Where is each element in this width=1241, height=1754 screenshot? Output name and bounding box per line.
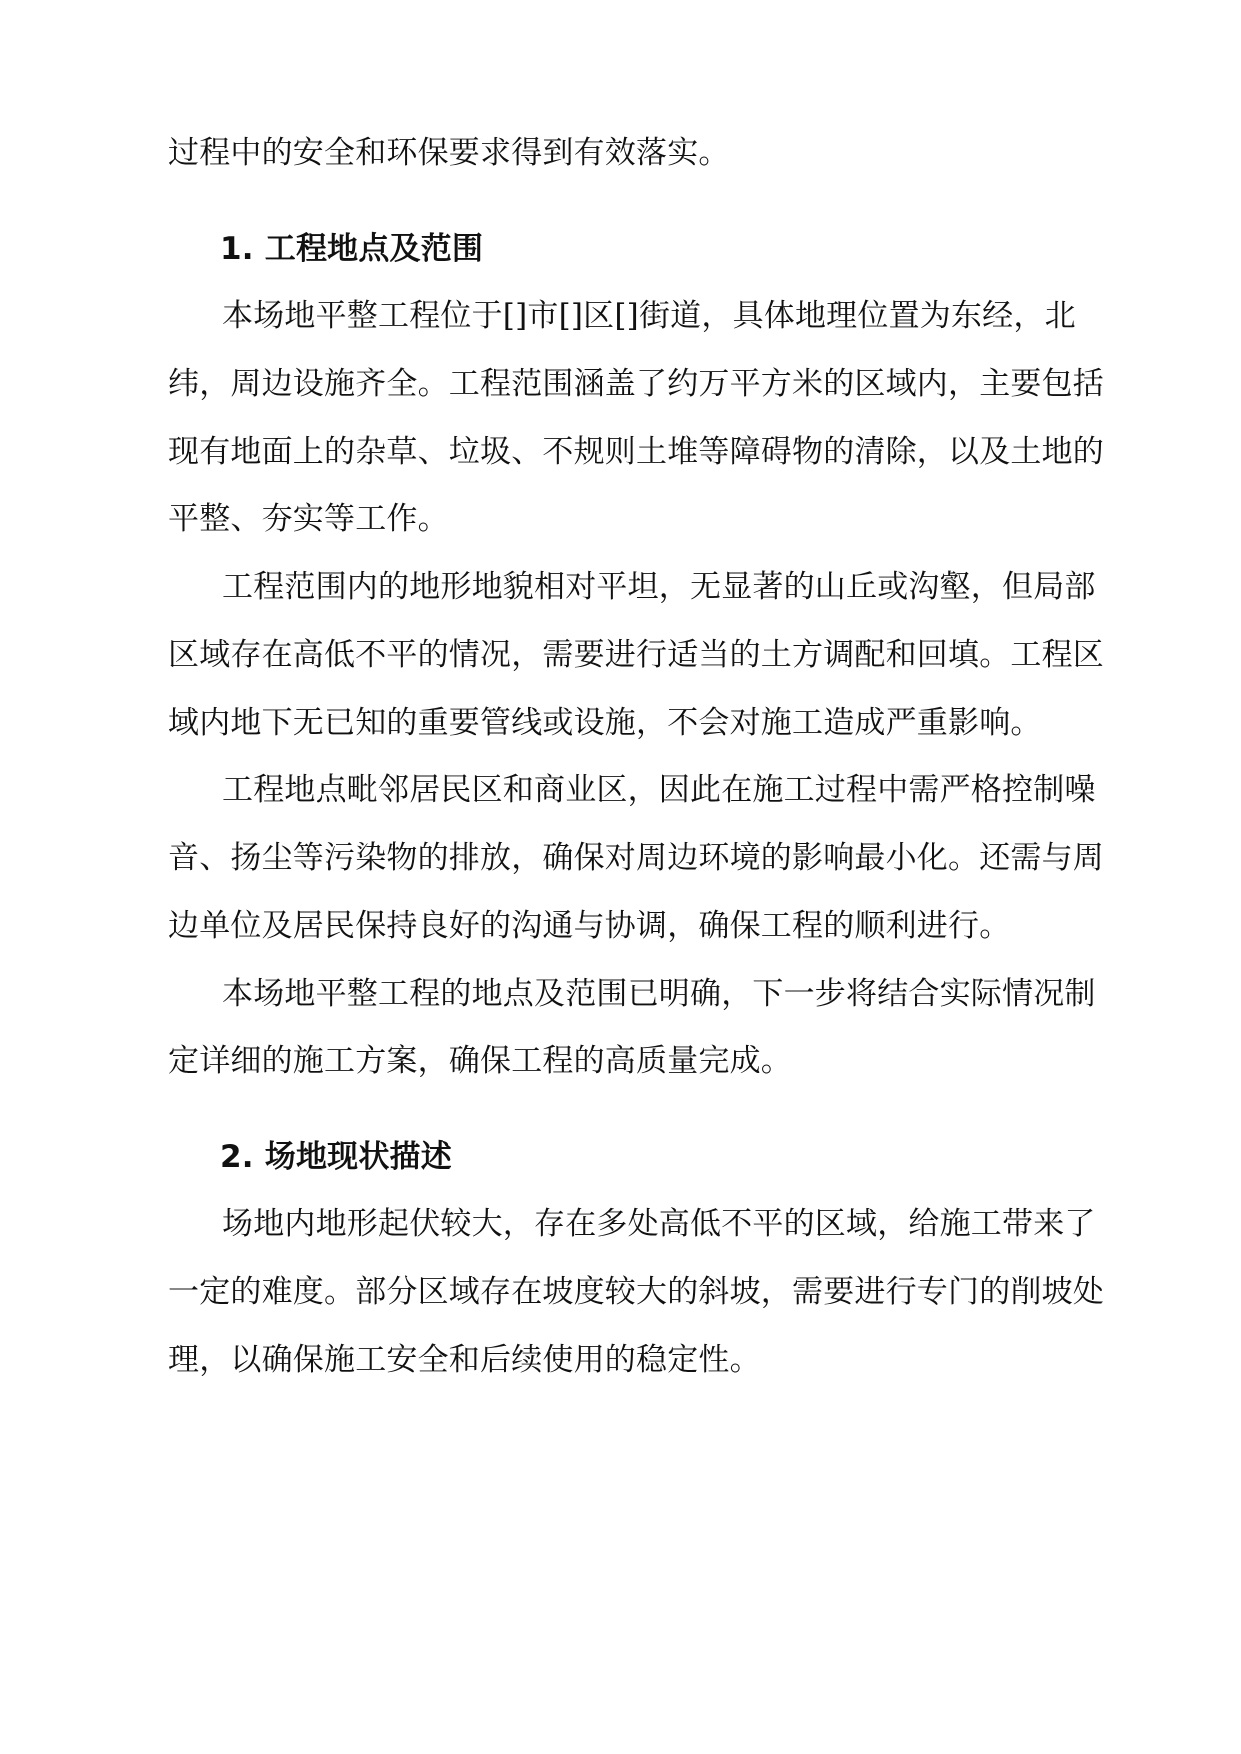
paragraph-line: 工程地点毗邻居民区和商业区，因此在施工过程中需严格控制噪 bbox=[222, 772, 1096, 808]
paragraph-line: 本场地平整工程位于[]市[]区[]街道，具体地理位置为东经，北 bbox=[222, 298, 1076, 334]
paragraph-line: 场地内地形起伏较大，存在多处高低不平的区域，给施工带来了 bbox=[222, 1206, 1096, 1242]
paragraph-line: 域内地下无已知的重要管线或设施，不会对施工造成严重影响。 bbox=[168, 705, 1042, 741]
section-heading-site-status: 2. 场地现状描述 bbox=[220, 1139, 452, 1175]
paragraph-line: 边单位及居民保持良好的沟通与协调，确保工程的顺利进行。 bbox=[168, 908, 1011, 944]
paragraph-line: 纬，周边设施齐全。工程范围涵盖了约万平方米的区域内，主要包括 bbox=[168, 366, 1104, 402]
paragraph-line: 工程范围内的地形地貌相对平坦，无显著的山丘或沟壑，但局部 bbox=[222, 569, 1096, 605]
paragraph-line: 一定的难度。部分区域存在坡度较大的斜坡，需要进行专门的削坡处 bbox=[168, 1274, 1104, 1310]
paragraph-line: 理，以确保施工安全和后续使用的稳定性。 bbox=[168, 1342, 761, 1378]
paragraph-line: 本场地平整工程的地点及范围已明确，下一步将结合实际情况制 bbox=[222, 976, 1096, 1012]
paragraph-line: 区域存在高低不平的情况，需要进行适当的土方调配和回填。工程区 bbox=[168, 637, 1104, 673]
paragraph-line: 音、扬尘等污染物的排放，确保对周边环境的影响最小化。还需与周 bbox=[168, 840, 1104, 876]
paragraph-line: 现有地面上的杂草、垃圾、不规则土堆等障碍物的清除，以及土地的 bbox=[168, 434, 1104, 470]
paragraph-line: 平整、夯实等工作。 bbox=[168, 501, 449, 537]
section-heading-location-scope: 1. 工程地点及范围 bbox=[220, 231, 484, 267]
paragraph-line: 定详细的施工方案，确保工程的高质量完成。 bbox=[168, 1043, 792, 1079]
paragraph-continuation-line: 过程中的安全和环保要求得到有效落实。 bbox=[168, 135, 730, 171]
